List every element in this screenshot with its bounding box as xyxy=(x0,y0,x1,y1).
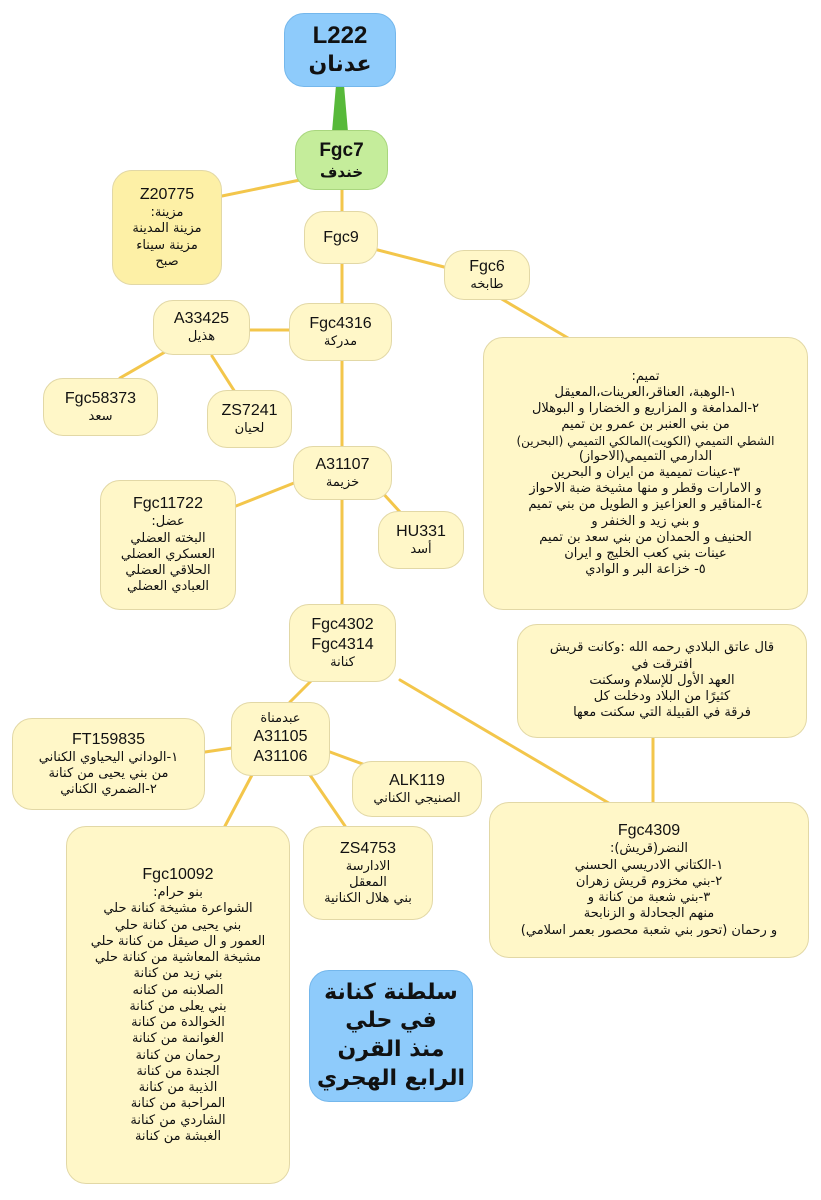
tamim-line: ٢-المدامغة و المزاريع و الخضارا و البوهلال xyxy=(531,401,760,416)
tamim-line: ٤-المناقير و العزاعيز و الطويل من بني تميم xyxy=(528,497,763,513)
connector-root-fgc7 xyxy=(332,85,348,132)
a33425-code: A33425 xyxy=(173,310,230,328)
node-fgc4316 xyxy=(289,303,392,361)
node-abdmanat xyxy=(231,702,330,776)
node-zs4753 xyxy=(303,826,433,920)
node-fgc10092 xyxy=(66,826,290,1184)
zs4753-line: بني هلال الكنانية xyxy=(324,891,412,907)
fgc4316-name: مدركة xyxy=(323,333,358,349)
fgc10092-line: الغبشة من كنانة xyxy=(134,1128,222,1144)
connector-a33425-zs7241 xyxy=(212,356,235,392)
fgc11722-line: عضل: xyxy=(151,514,185,530)
fgc11722-line: العبادي العضلي xyxy=(126,579,210,595)
z20775-line: مزينة المدينة xyxy=(132,221,202,237)
fgc10092-line: رحمان من كنانة xyxy=(135,1047,221,1063)
a33425-name: هذيل xyxy=(187,329,216,345)
tamim-line: الشطي التميمي (الكويت)المالكي التميمي (البحرين) xyxy=(516,433,775,448)
fgc10092-line: الجندة من كنانة xyxy=(136,1063,220,1079)
title-line: منذ القرن xyxy=(337,1037,445,1062)
fgc10092-line: المراحبة من كنانة xyxy=(130,1096,226,1112)
node-z20775 xyxy=(112,170,222,285)
fgc58373-name: سعد xyxy=(88,408,113,424)
fgc11722-code: Fgc11722 xyxy=(133,495,203,513)
fgc11722-line: الحلاقي العضلي xyxy=(125,563,211,579)
zs7241-code: ZS7241 xyxy=(221,401,278,419)
node-fgc58373 xyxy=(43,378,158,436)
connector-abdmanat-ft159835 xyxy=(205,748,232,752)
connector-abdmanat-zs4753 xyxy=(310,775,345,826)
abdmanat-code2: A31106 xyxy=(253,748,308,766)
node-a31107 xyxy=(293,446,392,500)
node-quote xyxy=(517,624,807,738)
zs7241-name: لحيان xyxy=(234,420,265,436)
alk119-code: ALK119 xyxy=(389,771,445,789)
fgc10092-line: الصلابنه من كنانه xyxy=(132,982,224,998)
quote-line: افترقت في xyxy=(631,656,693,672)
quote-line: العهد الأول للإسلام وسكنت xyxy=(589,672,735,688)
fgc4309-line: ٣-بني شعبة من كنانة و xyxy=(587,890,711,905)
z20775-line: مزينة سيناء xyxy=(136,237,198,253)
fgc10092-line: العمور و ال صيقل من كنانة حلي xyxy=(90,933,266,949)
fgc10092-line: الغوانمة من كنانة xyxy=(131,1031,225,1047)
title-line: سلطنة كنانة xyxy=(324,979,458,1005)
zs4753-line: الادارسة xyxy=(345,858,391,874)
fgc10092-line: الشواعرة مشيخة كنانة حلي xyxy=(103,901,253,917)
tamim-line: من بني العنبر بن عمرو بن تميم xyxy=(561,417,730,433)
fgc9-code: Fgc9 xyxy=(323,228,359,246)
fgc7-name: خندف xyxy=(319,162,364,181)
abdmanat-code1: A31105 xyxy=(253,728,308,746)
node-a33425 xyxy=(153,300,250,355)
connector-fgc9-fgc6 xyxy=(370,248,448,268)
fgc10092-code: Fgc10092 xyxy=(142,866,214,883)
tamim-line: الدارمي التميمي(الاحواز) xyxy=(578,448,713,464)
node-tamim xyxy=(483,337,808,610)
fgc4302-name: كنانة xyxy=(330,654,355,670)
abdmanat-label: عبدمناة xyxy=(260,710,301,726)
z20775-line: صبح xyxy=(155,253,179,269)
quote-line: كثيرًا من البلاد ودخلت كل xyxy=(593,689,731,705)
fgc10092-line: الذيبة من كنانة xyxy=(138,1080,218,1095)
fgc7-code: Fgc7 xyxy=(319,139,364,161)
fgc4316-code: Fgc4316 xyxy=(309,314,372,332)
fgc10092-line: بنو حرام: xyxy=(153,885,203,900)
node-fgc11722 xyxy=(100,480,236,610)
quote-line: قال عاتق البلادي رحمه الله :وكانت قريش xyxy=(549,640,775,656)
fgc10092-line: بني زيد من كنانة xyxy=(133,966,223,982)
fgc10092-line: مشيخة المعاشية من كنانة حلي xyxy=(94,950,262,965)
node-fgc6 xyxy=(444,250,530,300)
hu331-code: HU331 xyxy=(396,522,446,540)
quote-line: فرقة في القبيلة التي سكنت معها xyxy=(573,705,751,721)
fgc10092-line: بني يعلى من كنانة xyxy=(129,998,227,1014)
fgc4309-line: و رحمان (تحور بني شعبة محصور بعمر اسلامي) xyxy=(520,922,778,938)
node-fgc4309 xyxy=(489,802,809,958)
fgc11722-line: العسكري العضلي xyxy=(120,546,216,562)
node-ft159835 xyxy=(12,718,205,810)
fgc4302-code2: Fgc4314 xyxy=(311,635,374,653)
fgc10092-line: الشاردي من كنانة xyxy=(130,1112,226,1128)
tamim-line: و بني زيد و الخنفر و xyxy=(591,513,700,529)
node-fgc9 xyxy=(304,211,378,264)
fgc58373-code: Fgc58373 xyxy=(64,389,137,407)
fgc4309-code: Fgc4309 xyxy=(617,822,681,840)
connector-fgc4302-abdmanat xyxy=(290,680,312,702)
tamim-line: ٥- خزاعة البر و الوادي xyxy=(585,562,706,578)
fgc6-code: Fgc6 xyxy=(469,257,505,275)
title-line: في حلي xyxy=(345,1008,437,1034)
fgc10092-line: بني يحيى من كنانة حلي xyxy=(114,917,242,933)
a31107-code: A31107 xyxy=(315,455,370,473)
connector-fgc7-z20775 xyxy=(222,180,300,196)
root-name: عدنان xyxy=(308,52,372,78)
hu331-name: أسد xyxy=(410,541,432,557)
tamim-line: عينات بني كعب الخليج و ايران xyxy=(564,546,727,561)
z20775-line: مزينة: xyxy=(150,205,184,220)
connector-abdmanat-fgc10092 xyxy=(225,775,252,826)
title-box xyxy=(309,970,473,1102)
node-alk119 xyxy=(352,761,482,817)
tamim-line: و الامارات وقطر و منها مشيخة ضبة الاحواز xyxy=(529,481,762,496)
connector-a33425-fgc58373 xyxy=(120,352,165,378)
alk119-name: الصنيجي الكناني xyxy=(373,790,461,806)
ft159835-line: ١-الوداني اليحياوي الكناني xyxy=(38,749,179,765)
zs4753-code: ZS4753 xyxy=(339,839,397,857)
title-line: الرابع الهجري xyxy=(316,1065,465,1091)
tamim-line: تميم: xyxy=(631,368,660,384)
z20775-code: Z20775 xyxy=(139,186,195,203)
ft159835-line: ٢-الضمري الكناني xyxy=(60,782,157,798)
fgc4302-code1: Fgc4302 xyxy=(311,615,374,633)
node-zs7241 xyxy=(207,390,292,448)
fgc11722-line: البخته العضلي xyxy=(130,530,206,546)
connector-fgc6-tamim xyxy=(500,298,568,338)
fgc4309-line: ١-الكتاني الادريسي الحسني xyxy=(574,857,724,873)
ft159835-line: من بني يحيى من كنانة xyxy=(48,765,169,781)
node-hu331 xyxy=(378,511,464,569)
zs4753-line: المعقل xyxy=(349,874,387,890)
fgc6-name: طابخه xyxy=(470,276,504,292)
a31107-name: خزيمة xyxy=(325,474,360,490)
fgc4309-line: منهم الجحادلة و الزنابحة xyxy=(583,906,715,922)
fgc4309-line: ٢-بني مخزوم قريش زهران xyxy=(575,873,723,889)
node-fgc4302 xyxy=(289,604,396,682)
tamim-line: الحنيف و الحمدان من بني سعد بن تميم xyxy=(539,529,752,545)
root-code: L222 xyxy=(312,22,368,50)
connector-a31107-fgc11722 xyxy=(236,483,294,506)
tamim-line: ٣-عينات تميمية من ايران و البحرين xyxy=(551,464,740,480)
node-fgc7 xyxy=(295,130,388,190)
ft159835-code: FT159835 xyxy=(72,730,145,748)
fgc10092-line: الخوالدة من كنانة xyxy=(131,1015,225,1030)
fgc4309-line: النضر(قريش): xyxy=(609,841,689,857)
root-node-l222 xyxy=(284,13,396,87)
tamim-line: ١-الوهبة، العناقر،العرينات،المعيقل xyxy=(554,384,737,400)
